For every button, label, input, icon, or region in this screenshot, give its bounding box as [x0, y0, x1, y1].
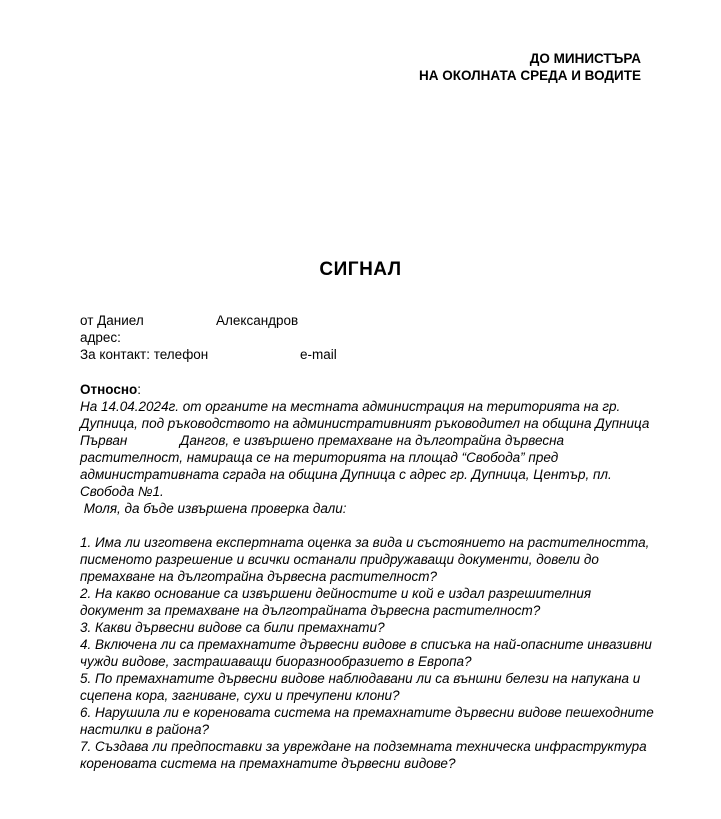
sender-contact-row [80, 346, 337, 363]
sender-name-row [80, 312, 299, 329]
body-line: Свобода №1. [80, 484, 164, 499]
body-line: Моля, да бъде извършена проверка дали: [80, 501, 347, 516]
question-line: сцепена кора, загниване, сухи и пречупени клони? [80, 688, 400, 703]
body-line: растителност, намираща се на територията на площад “Свобода” пред [80, 450, 559, 465]
document-body [80, 381, 654, 772]
body-line: На 14.04.2024г. от органите на местната администрация на територията на гр. [80, 399, 621, 414]
regarding-label: Относно [80, 382, 138, 397]
question-line: 5. По премахнатите дървесни видове наблюдавани ли са външни белези на напукана и [80, 671, 641, 686]
sender-contact-label: За контакт: телефон [80, 347, 209, 362]
question-line: 6. Нарушила ли е кореновата система на премахнатите дървесни видове пешеходните [80, 705, 654, 720]
question-line: писменото разрешение и всички останали придружаващи документи, довели до [80, 552, 599, 567]
paragraph-gap [80, 517, 650, 534]
body-line: Дупница, под ръководството на административният ръководител на община Дупница [80, 416, 650, 431]
question-line: кореновата система на премахнатите дървесни видове? [80, 756, 456, 771]
regarding-colon: : [137, 382, 142, 397]
question-line: 1. Има ли изготвена експертната оценка за вида и състоянието на растителността, [80, 535, 650, 550]
question-line: 4. Включена ли са премахнатите дървесни видове в списъка на най-опасните инвазивни [80, 637, 652, 652]
sender-address-label: адрес: [80, 330, 121, 345]
body-line: Първан Дангов, е извършено премахване на дълготрайна дървесна [80, 433, 565, 448]
question-line: 7. Създава ли предпоставки за увреждане на подземната техническа инфраструктура [80, 739, 647, 754]
sender-block [80, 312, 337, 363]
addressee-line-2: НА ОКОЛНАТА СРЕДА И ВОДИТЕ [419, 68, 641, 83]
question-line: 3. Какви дървесни видове са били премахнати? [80, 620, 385, 635]
sender-surname: Александров [216, 313, 299, 328]
question-line: чужди видове, застрашаващи биоразнообразието в Европа? [80, 654, 472, 669]
body-line: административната сграда на община Дупница с адрес гр. Дупница, Център, пл. [80, 467, 612, 482]
regarding-heading [80, 381, 650, 398]
document-title: СИГНАЛ [319, 259, 402, 280]
sender-address-row [80, 329, 208, 346]
addressee-line-1: ДО МИНИСТЪРА [529, 51, 641, 66]
addressee-block [419, 50, 641, 84]
sender-email-label: e-mail [300, 347, 337, 362]
question-line: документ за премахване на дълготрайната дървесна растителност? [80, 603, 541, 618]
question-line: настилки в района? [80, 722, 209, 737]
question-line: 2. На какво основание са извършени дейностите и кой е издал разрешителния [80, 586, 592, 601]
sender-from-label: от Даниел [80, 313, 144, 328]
question-line: премахване на дълготрайна дървесна растителност? [80, 569, 437, 584]
